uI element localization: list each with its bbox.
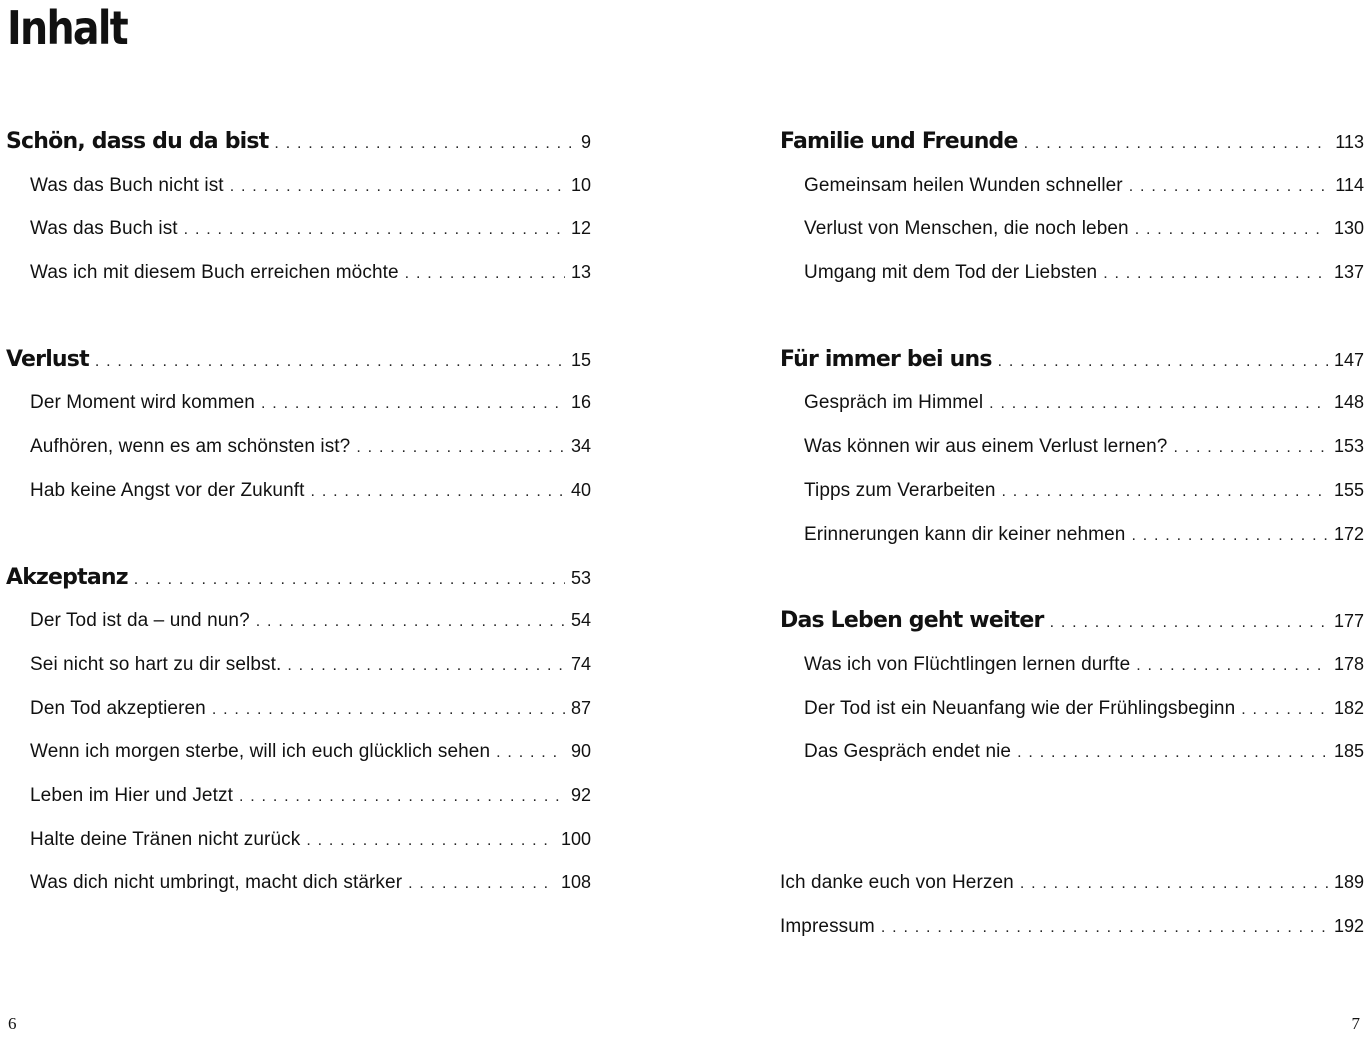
- page-number: 192: [1333, 915, 1364, 936]
- toc-entry[interactable]: [6, 251, 591, 295]
- page-number: 114: [1335, 174, 1364, 195]
- toc-section: [6, 556, 591, 906]
- chapter-title: Familie und Freunde: [780, 129, 1018, 154]
- toc-section: [6, 338, 591, 513]
- toc-entry[interactable]: [6, 207, 591, 251]
- page-number: 92: [570, 784, 591, 805]
- dot-leader: [1002, 470, 1328, 514]
- page-number: 137: [1333, 262, 1364, 283]
- entry-title: Tipps zum Verarbeiten: [804, 479, 996, 501]
- page-number: 172: [1333, 523, 1364, 544]
- toc-entry[interactable]: [6, 687, 591, 731]
- page-number: 15: [570, 349, 591, 370]
- toc-entry[interactable]: [780, 469, 1364, 513]
- page-number: 74: [570, 653, 591, 674]
- page-number: 155: [1333, 479, 1364, 500]
- dot-leader: [405, 252, 565, 296]
- entry-title: Erinnerungen kann dir keiner nehmen: [804, 523, 1126, 545]
- toc-entry[interactable]: [780, 643, 1364, 687]
- entry-title: Was können wir aus einem Verlust lernen?: [804, 436, 1168, 458]
- toc-right-column: [780, 120, 1364, 948]
- dot-leader: [1136, 644, 1328, 688]
- toc-entry[interactable]: [6, 861, 591, 905]
- toc-section: [780, 338, 1364, 556]
- toc-chapter-entry[interactable]: [6, 120, 591, 164]
- page-number: 177: [1333, 611, 1364, 632]
- page-number: 185: [1333, 741, 1364, 762]
- toc-back-matter: [780, 861, 1364, 948]
- toc-section: [780, 599, 1364, 774]
- toc-entry[interactable]: [6, 730, 591, 774]
- toc-chapter-entry[interactable]: [780, 338, 1364, 382]
- dot-leader: [1103, 252, 1328, 296]
- toc-entry[interactable]: [6, 818, 591, 862]
- page-number: 108: [560, 872, 591, 893]
- entry-title: Impressum: [780, 915, 875, 937]
- toc-entry[interactable]: [6, 774, 591, 818]
- chapter-title: Verlust: [6, 346, 89, 372]
- entry-title: Gemeinsam heilen Wunden schneller: [804, 174, 1123, 196]
- toc-entry[interactable]: [780, 251, 1364, 295]
- toc-entry[interactable]: [6, 425, 591, 469]
- page-number: 90: [570, 741, 591, 762]
- dot-leader: [408, 862, 555, 906]
- dot-leader: [1135, 208, 1328, 252]
- entry-title: Den Tod akzeptieren: [30, 697, 206, 719]
- entry-title: Der Moment wird kommen: [30, 392, 255, 414]
- toc-chapter-entry[interactable]: [6, 338, 591, 382]
- toc-entry[interactable]: [6, 164, 591, 208]
- page-number: 9: [580, 132, 591, 152]
- entry-title: Ich danke euch von Herzen: [780, 871, 1014, 893]
- dot-leader: [496, 731, 565, 775]
- entry-title: Gespräch im Himmel: [804, 392, 984, 414]
- toc-entry[interactable]: [780, 513, 1364, 557]
- page-number: 189: [1333, 871, 1364, 892]
- toc-section: [6, 120, 591, 295]
- dot-leader: [287, 644, 565, 688]
- entry-title: Leben im Hier und Jetzt: [30, 784, 233, 806]
- dot-leader: [212, 688, 565, 732]
- dot-leader: [1129, 165, 1330, 209]
- page-number: 54: [570, 610, 591, 631]
- dot-leader: [1020, 862, 1328, 906]
- dot-leader: [1024, 122, 1330, 166]
- dot-leader: [1241, 688, 1328, 732]
- entry-title: Umgang mit dem Tod der Liebsten: [804, 262, 1098, 284]
- dot-leader: [306, 819, 555, 863]
- page-number: 153: [1333, 436, 1364, 457]
- page-number: 87: [570, 697, 591, 718]
- page-number: 148: [1333, 392, 1364, 413]
- page-number: 113: [1335, 132, 1364, 152]
- dot-leader: [998, 340, 1328, 384]
- dot-leader: [230, 165, 565, 209]
- toc-entry[interactable]: [780, 861, 1364, 905]
- dot-leader: [1131, 514, 1328, 558]
- entry-title: Was dich nicht umbringt, macht dich stärker: [30, 872, 403, 894]
- page-title: Inhalt: [7, 1, 127, 55]
- page-number: 12: [570, 218, 591, 239]
- dot-leader: [881, 906, 1328, 950]
- toc-chapter-entry[interactable]: [780, 120, 1364, 164]
- entry-title: Was ich mit diesem Buch erreichen möchte: [30, 262, 399, 284]
- toc-entry[interactable]: [780, 164, 1364, 208]
- page-number: 13: [570, 262, 591, 283]
- chapter-title: Für immer bei uns: [780, 346, 992, 372]
- entry-title: Der Tod ist da – und nun?: [30, 610, 250, 632]
- page-number: 53: [570, 567, 591, 588]
- page-number: 182: [1333, 697, 1364, 718]
- page-number: 34: [570, 436, 591, 457]
- page-number: 10: [570, 174, 591, 195]
- dot-leader: [134, 558, 565, 602]
- folio-right: 7: [1351, 1014, 1360, 1033]
- entry-title: Sei nicht so hart zu dir selbst.: [30, 653, 282, 675]
- dot-leader: [1017, 731, 1328, 775]
- dot-leader: [256, 600, 565, 644]
- dot-leader: [311, 470, 565, 514]
- folio-left: 6: [8, 1014, 17, 1033]
- toc-entry[interactable]: [780, 381, 1364, 425]
- entry-title: Halte deine Tränen nicht zurück: [30, 828, 301, 850]
- toc-left-column: [6, 120, 591, 905]
- toc-entry[interactable]: [6, 469, 591, 513]
- entry-title: Hab keine Angst vor der Zukunft: [30, 479, 305, 501]
- dot-leader: [989, 382, 1328, 426]
- toc-entry[interactable]: [6, 599, 591, 643]
- entry-title: Der Tod ist ein Neuanfang wie der Frühlingsbeginn: [804, 697, 1236, 719]
- dot-leader: [95, 340, 565, 384]
- toc-entry[interactable]: [780, 425, 1364, 469]
- page-number: 147: [1333, 349, 1364, 370]
- chapter-title: Akzeptanz: [6, 564, 128, 590]
- entry-title: Was ich von Flüchtlingen lernen durfte: [804, 653, 1131, 675]
- page-number: 40: [570, 479, 591, 500]
- entry-title: Wenn ich morgen sterbe, will ich euch glücklich sehen: [30, 741, 491, 763]
- page-number: 16: [570, 392, 591, 413]
- dot-leader: [1050, 601, 1328, 645]
- dot-leader: [274, 122, 575, 166]
- dot-leader: [356, 426, 565, 470]
- chapter-title: Schön, dass du da bist: [6, 129, 269, 154]
- dot-leader: [1173, 426, 1328, 470]
- entry-title: Aufhören, wenn es am schönsten ist?: [30, 436, 351, 458]
- entry-title: Verlust von Menschen, die noch leben: [804, 218, 1129, 240]
- entry-title: Was das Buch nicht ist: [30, 174, 224, 196]
- toc-entry[interactable]: [6, 643, 591, 687]
- chapter-title: Das Leben geht weiter: [780, 608, 1044, 634]
- dot-leader: [184, 208, 565, 252]
- toc-entry[interactable]: [780, 687, 1364, 731]
- toc-entry[interactable]: [780, 207, 1364, 251]
- dot-leader: [261, 382, 565, 426]
- entry-title: Was das Buch ist: [30, 218, 178, 240]
- page-number: 178: [1333, 653, 1364, 674]
- page-number: 100: [560, 828, 591, 849]
- toc-section: [780, 120, 1364, 295]
- toc-chapter-entry[interactable]: [6, 556, 591, 600]
- entry-title: Das Gespräch endet nie: [804, 741, 1012, 763]
- page-number: 130: [1333, 218, 1364, 239]
- toc-chapter-entry[interactable]: [780, 599, 1364, 643]
- dot-leader: [239, 775, 565, 819]
- toc-entry[interactable]: [780, 905, 1364, 949]
- toc-entry[interactable]: [6, 381, 591, 425]
- toc-entry[interactable]: [780, 730, 1364, 774]
